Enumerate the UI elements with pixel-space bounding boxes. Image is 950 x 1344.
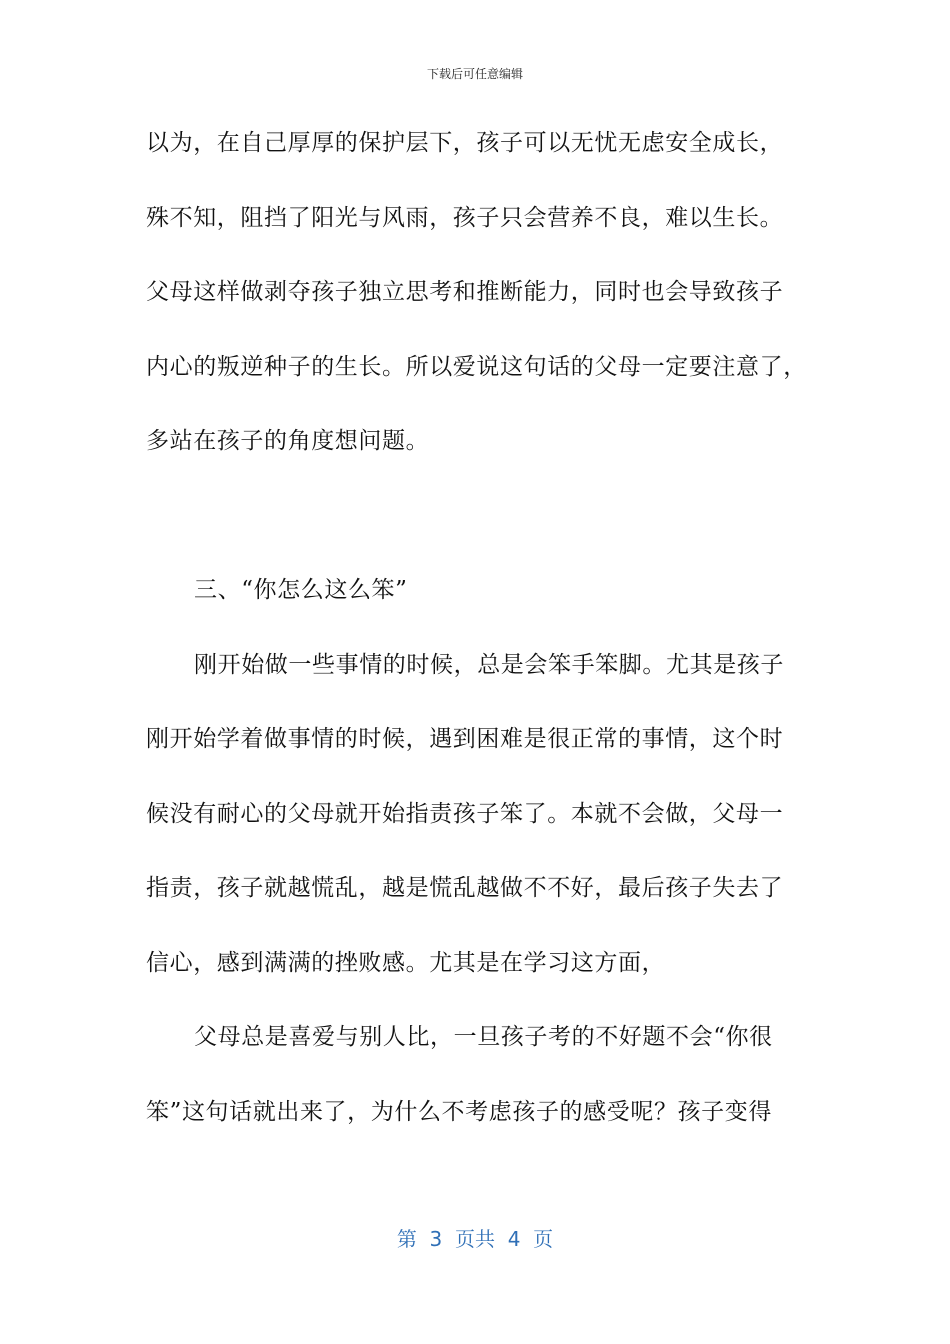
body-line: 信心，感到满满的挫败感。尤其是在学习这方面，: [146, 950, 666, 976]
body-line: 笨”这句话就出来了，为什么不考虑孩子的感受呢？孩子变得: [146, 1099, 772, 1125]
page-footer-page-number: 第 3 页共 4 页: [396, 1227, 554, 1251]
page-header: 下载后可任意编辑: [426, 67, 523, 81]
body-line: 以为，在自己厚厚的保护层下，孩子可以无忧无虑安全成长，: [146, 130, 784, 156]
body-line: 指责，孩子就越慌乱，越是慌乱越做不不好，最后孩子失去了: [146, 875, 784, 901]
body-line: 殊不知，阻挡了阳光与风雨，孩子只会营养不良，难以生长。: [146, 205, 784, 231]
body-line: 父母这样做剥夺孩子独立思考和推断能力，同时也会导致孩子: [146, 279, 784, 305]
body-line: 刚开始学着做事情的时候，遇到困难是很正常的事情，这个时: [146, 726, 784, 752]
body-line: 刚开始做一些事情的时候，总是会笨手笨脚。尤其是孩子: [194, 652, 784, 678]
body-line: 多站在孩子的角度想问题。: [146, 428, 430, 454]
section-heading: 三、“你怎么这么笨”: [194, 577, 408, 603]
body-line: 候没有耐心的父母就开始指责孩子笨了。本就不会做，父母一: [146, 801, 784, 827]
body-line: 内心的叛逆种子的生长。所以爱说这句话的父母一定要注意了，: [146, 354, 807, 380]
body-line: 父母总是喜爱与别人比，一旦孩子考的不好题不会“你很: [194, 1024, 773, 1050]
